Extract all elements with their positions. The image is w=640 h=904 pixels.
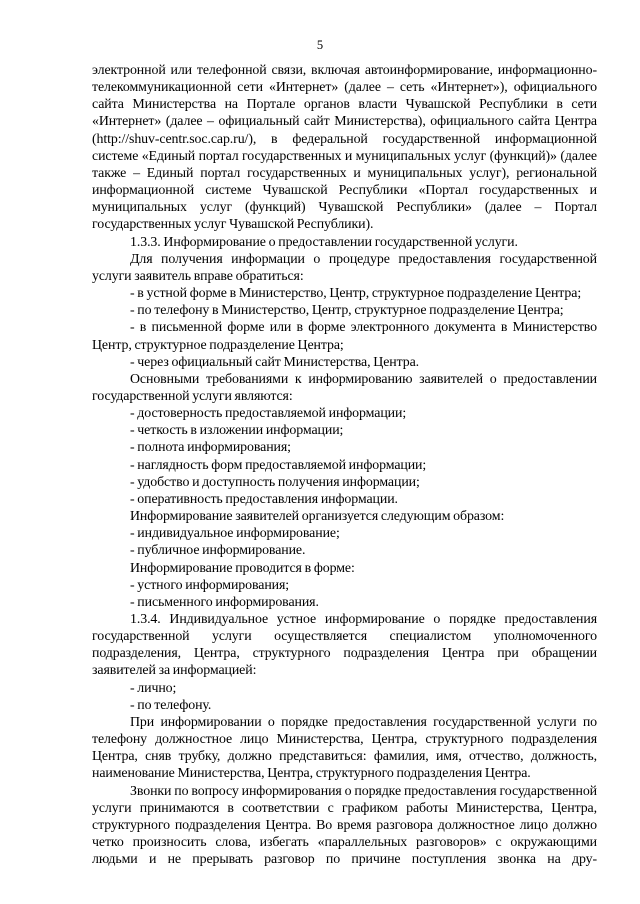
list-item: - устного информирования; bbox=[130, 577, 290, 593]
page-number: 5 bbox=[316, 38, 324, 52]
list-item: - оперативность предоставления информации. bbox=[130, 491, 398, 507]
paragraph-appeal-intro: Для получения информации о процедуре предоставления государственной услуги заявитель вправе обратиться: bbox=[92, 251, 597, 284]
paragraph-organization-intro: Информирование заявителей организуется следующим образом: bbox=[130, 509, 505, 525]
list-item: - публичное информирование. bbox=[130, 543, 306, 559]
list-item: - по телефону. bbox=[130, 697, 212, 713]
paragraph-form-intro: Информирование проводится в форме: bbox=[130, 560, 355, 576]
list-item: - полнота информирования; bbox=[130, 440, 291, 456]
paragraph-calls: Звонки по вопросу информирования о порядке предоставления государственной услуги принимаются в соответствии с графиком работы Министерства, Центра, структурного подразделения Центра. Во время разговора должностное лицо должно четко произносить слова, избегать «параллельных разговоров» с окружающими людьми и не прерывать разговор по причине поступления звонка на дру- bbox=[92, 783, 597, 868]
list-item: - удобство и доступность получения информации; bbox=[130, 474, 420, 490]
paragraph-phone-informing: При информировании о порядке предоставления государственной услуги по телефону должностное лицо Министерства, Центра, структурного подразделения Центра, сняв трубку, должно представиться: фамилия, имя, отчество, должность, наименование Министерства, Центра, структурного подразделения Центра. bbox=[92, 714, 597, 782]
paragraph-requirements-intro: Основными требованиями к информированию заявителей о предоставлении государственной услуги являются: bbox=[92, 371, 597, 404]
list-item: - наглядность форм предоставляемой информации; bbox=[130, 457, 427, 473]
list-item: - в письменной форме или в форме электронного документа в Министерство Центр, структурное подразделение Центра; bbox=[92, 320, 597, 353]
list-item: - достоверность предоставляемой информации; bbox=[130, 406, 407, 422]
section-heading-1-3-3: 1.3.3. Информирование о предоставлении государственной услуги. bbox=[130, 234, 518, 250]
list-item: - четкость в изложении информации; bbox=[130, 423, 344, 439]
list-item: - в устной форме в Министерство, Центр, структурное подразделение Центра; bbox=[130, 286, 582, 302]
list-item: - через официальный сайт Министерства, Центра. bbox=[130, 354, 420, 370]
paragraph-contacts: электронной или телефонной связи, включая автоинформирование, информационно-телекоммуникационной сети «Интернет» (далее – сеть «Интернет»), официального сайта Министерства на Портале органов власти Чувашской Республики в сети «Интернет» (далее – официальный сайт Министерства), официального сайта Центра (http://shuv-centr.soc.cap.ru/), в федеральной государственной информационной системе «Единый портал государственных и муниципальных услуг (функций)» (далее также – Единый портал государственных и муниципальных услуг), региональной информационной системе Чувашской Республики «Портал государственных и муниципальных услуг (функций) Чувашской Республики» (далее – Портал государственных услуг Чувашской Республики). bbox=[92, 63, 597, 233]
list-item: - письменного информирования. bbox=[130, 594, 319, 610]
section-1-3-4-paragraph: 1.3.4. Индивидуальное устное информирование о порядке предоставления государственной услуги осуществляется специалистом уполномоченного подразделения, Центра, структурного подразделения Центра при обращении заявителей за информацией: bbox=[92, 612, 597, 679]
document-body bbox=[92, 62, 597, 868]
list-item: - по телефону в Министерство, Центр, структурное подразделение Центра; bbox=[130, 303, 564, 319]
list-item: - лично; bbox=[130, 680, 177, 696]
list-item: - индивидуальное информирование; bbox=[130, 526, 340, 542]
